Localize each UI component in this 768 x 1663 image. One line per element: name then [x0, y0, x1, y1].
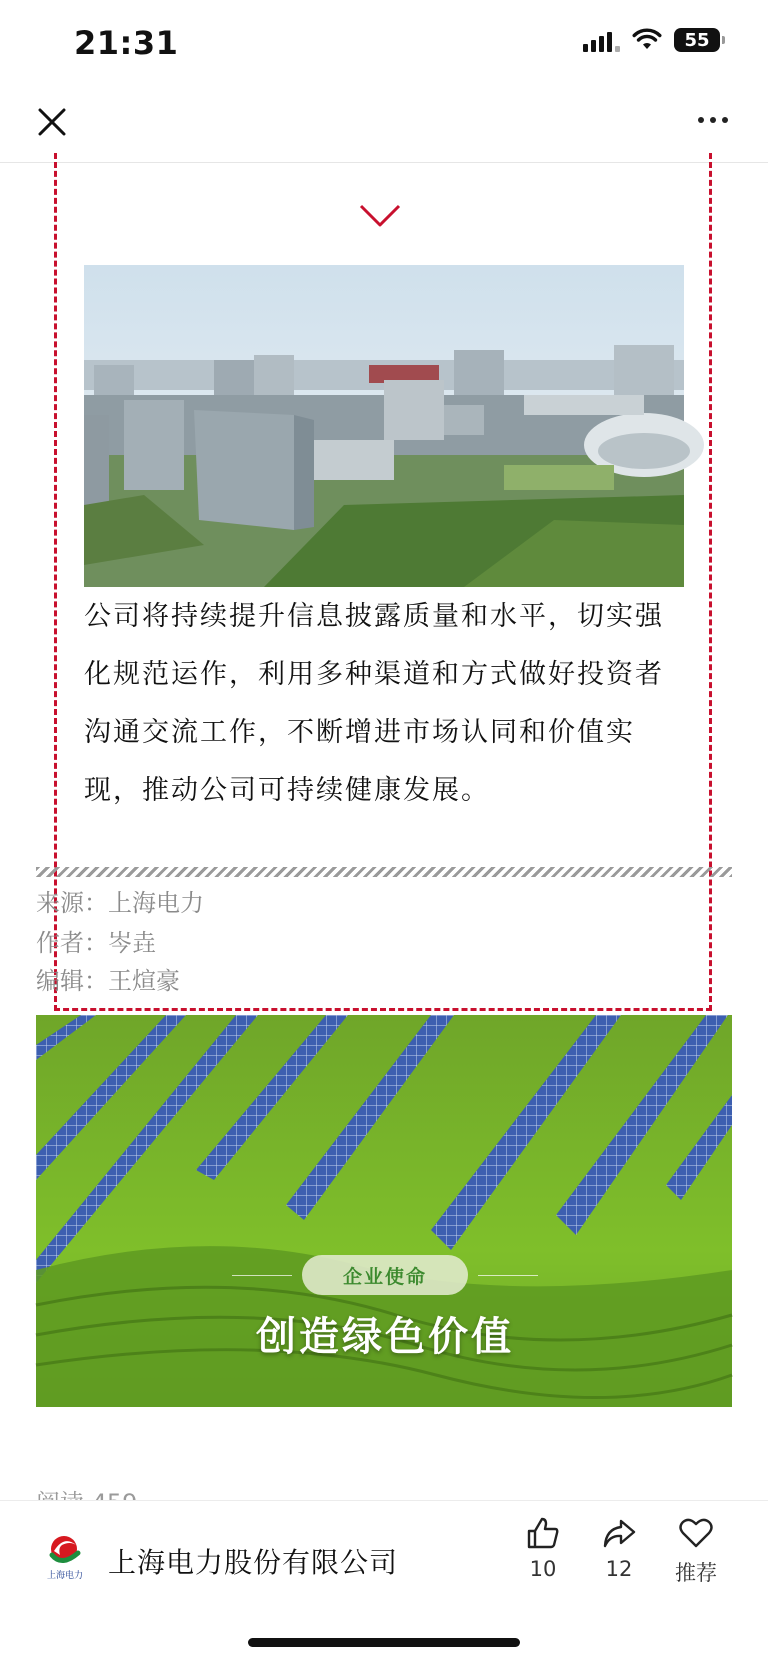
- article-editor: 编辑：王煊豪: [36, 967, 180, 995]
- battery-icon: 55: [674, 28, 720, 52]
- like-button[interactable]: [508, 1515, 578, 1581]
- thumbs-up-icon: [525, 1515, 561, 1551]
- article-body-text: 公司将持续提升信息披露质量和水平，切实强化规范运作，利用多种渠道和方式做好投资者沟通交流工作，不断增进市场认同和价值实现，推动公司可持续健康发展。: [84, 601, 664, 806]
- company-logo[interactable]: [40, 1531, 90, 1581]
- status-bar: [0, 0, 768, 90]
- close-icon[interactable]: [34, 104, 70, 140]
- banner-tag: 企业使命: [302, 1255, 468, 1295]
- article-source: 来源：上海电力: [36, 889, 204, 917]
- home-indicator[interactable]: [248, 1638, 520, 1647]
- like-count: 10: [529, 1557, 557, 1581]
- favorite-label: 推荐: [675, 1561, 717, 1585]
- chevron-down-icon: [358, 203, 402, 229]
- share-button[interactable]: [584, 1515, 654, 1581]
- article-content: [0, 163, 768, 1500]
- status-time: 21:31: [74, 24, 179, 62]
- signal-icon: [583, 28, 620, 52]
- status-icons: [583, 28, 720, 52]
- heart-icon: [678, 1515, 714, 1551]
- city-aerial-photo: [84, 265, 684, 587]
- article-author: 作者：岑垚: [36, 929, 156, 957]
- favorite-button[interactable]: [661, 1515, 731, 1587]
- share-count: 12: [605, 1557, 633, 1581]
- wifi-icon: [632, 29, 662, 51]
- company-name[interactable]: 上海电力股份有限公司: [108, 1546, 399, 1579]
- more-options-icon[interactable]: [698, 110, 738, 130]
- banner-title: 创造绿色价值: [256, 1314, 514, 1360]
- divider-stripe: [36, 867, 732, 877]
- banner-line-left: [232, 1275, 292, 1276]
- share-icon: [601, 1515, 637, 1551]
- banner-line-right: [478, 1275, 538, 1276]
- logo-text: 上海电力: [46, 1571, 84, 1581]
